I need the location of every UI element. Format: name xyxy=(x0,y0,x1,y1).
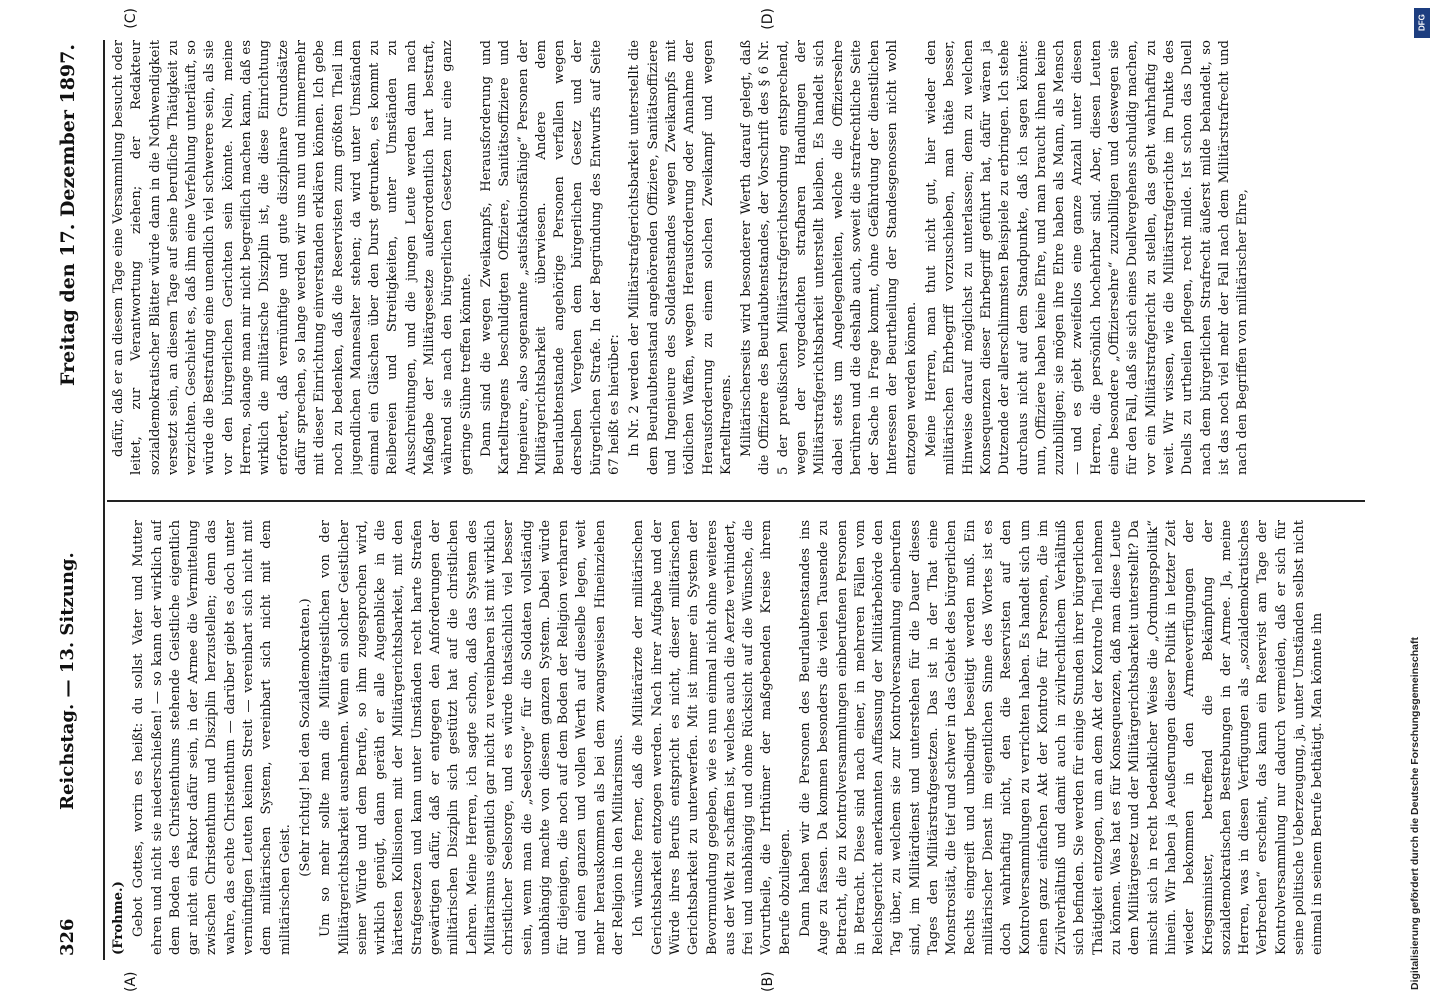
paragraph: Militärischerseits wird besonderer Werth darauf gelegt, daß die Offiziere des Beurlaubtenstandes, der Vorschrift des § 6 Nr. 5 der preußischen Militärstrafgerichtsordnung entsprechend, wegen der vorgedachten strafbaren Handlungen der Militärstrafgerichtsbarkeit unterstellt bleiben. Es handelt sich dabei stets um Angelegenheiten, welche die Offiziersehre berühren und die deshalb auch, soweit die strafrechtliche Seite der Sache in Frage kommt, ohne Gefährdung der dienstlichen Interessen der Beurtheilung der Standesgenossen nicht wohl entzogen werden können. xyxy=(739,40,919,475)
paragraph: In Nr. 2 werden der Militärstrafgerichtsbarkeit unterstellt die dem Beurlaubtenstand angehörenden Offiziere, Sanitätsoffiziere und Ingenieure des Soldatenstandes wegen Zweikampfs mit tödlichen Waffen, wegen Herausforderung oder Annahme der Herausforderung zu einem solchen Zweikampf und wegen Kartelltragens. xyxy=(627,40,734,475)
paragraph: Um so mehr sollte man die Militärgeistlichen von der Militärgerichtsbarkeit ausnehmen. Wenn ein solcher Geistlicher seiner Würde und dem Berufe, so ihm zugesprochen wird, wirklich genügt, dann geräth er alle Augenblicke in die härtesten Kollisionen mit der Militärgerichtsbarkeit, mit den Strafgesetzen und kann unter Umständen recht harte Strafen gewärtigen dafür, daß er entgegen den Anforderungen der militärischen Disziplin sich gestützt hat auf die christlichen Lehren. Meine Herren, ich sagte schon, daß das System des Militarismus eigentlich gar nicht zu vereinbaren ist mit wirklich christlicher Seelsorge, und es würde thatsächlich viel besser sein, wenn man die „Seelsorge“ für die Soldaten vollständig unabhängig machte von diesem ganzen System. Dabei würde für diejenigen, die noch auf dem Boden der Religion verharren und einen ganzen und vollen Werth auf dieselbe legen, weit mehr herauskommen als bei dem zwangsweisen Hineinziehen der Religion in den Militarismus. xyxy=(318,520,627,955)
page-number: 326 xyxy=(57,918,78,956)
header-rule xyxy=(103,40,105,960)
margin-letter-a: (A) xyxy=(123,971,139,992)
paragraph: Dann haben wir die Personen des Beurlaubtenstandes ins Auge zu fassen. Da kommen besonders die vielen Tausende zu Betracht, die zu Kontrolversammlungen einberufenen Personen in Betracht. Diese sind nach einer, in mehreren Fällen vom Reichsgericht anerkannten Auffassung der Militärbehörde den Tag über, zu welchem sie zur Kontrolversammlung einberufen sind, im Militärdienst und unterstehen für die Dauer dieses Tages den Militärstrafgesetzen. Das ist in der That eine Monstrosität, die tief und schwer in das Gebiet des bürgerlichen Rechts eingreift und unbedingt beseitigt werden muß. Ein militärischer Dienst im eigentlichen Sinne des Wortes ist es doch wahrhaftig nicht, den die Reservisten auf den Kontrolversammlungen zu verrichten haben. Es handelt sich um einen ganz einfachen Akt der Kontrole für Personen, die im Zivilverhältniß und damit auch in zivilrechtlichem Verhältniß sich befinden. Sie werden für einige Stunden ihrer bürgerlichen Thätigkeit entzogen, um an dem Akt der Kontrole Theil nehmen zu können. Was hat es für Konsequenzen, daß man diese Leute dem Militärgesetz und der Militärgerichtsbarkeit unterstellt? Da mischt sich in recht bedenklicher Weise die „Ordnungspolitik“ hinein. Wir haben ja Aeußerungen dieser Politik in letzter Zeit wieder bekommen in den Armeeverfügungen der Kriegsminister, betreffend die Bekämpfung der sozialdemokratischen Bestrebungen in der Armee. Ja, meine Herren, was in diesen Verfügungen als „sozialdemokratisches Verbrechen“ erscheint, das kann ein Reservist am Tage der Kontrolversammlung nur dadurch vermeiden, daß er sich für seine politische Ueberzeugung, ja, unter Umständen selbst nicht einmal in seinem Berufe bethätigt. Man könnte ihn xyxy=(797,520,1326,955)
paragraph: Dann sind die wegen Zweikampfs, Herausforderung und Kartelltragens beschuldigten Offiziere, Sanitätsoffiziere und Ingenieure, also sogenannte „satisfaktionsfähige“ Personen der Militärgerichtsbarkeit überwiesen. Andere dem Beurlaubtenstande angehörige Personen verfallen wegen derselben Vergehen dem bürgerlichen Gesetz und der bürgerlichen Strafe. In der Begründung des Entwurfs auf Seite 67 heißt es hierüber: xyxy=(478,40,623,475)
text-column-left xyxy=(110,520,1360,955)
interjection: (Sehr richtig! bei den Sozialdemokraten.) xyxy=(297,598,313,877)
paragraph: Meine Herren, man thut nicht gut, hier wieder den militärischen Ehrbegriff vorzuschieben, man thäte besser, Hinweise darauf möglichst zu unterlassen; denn zu welchen Konsequenzen dieser Ehrbegriff geführt hat, dafür wären ja Dutzende der allerschlimmsten Beispiele zu erbringen. Ich stehe durchaus nicht auf dem Standpunkte, daß ich sagen könnte: nun, Offiziere haben keine Ehre, und man braucht ihnen keine zuzubilligen; sie mögen ihre Ehre haben als Mann, als Mensch — und es giebt zweifellos eine ganze Anzahl unter diesen Herren, die persönlich hochehrbar sind. Aber, diesen Leuten eine besondere „Offiziersehre“ zuzubilligen und deswegen sie für den Fall, daß sie sich eines Duellvergehens schuldig machen, vor ein Militärstrafgericht zu stellen, das geht wahrhaftig zu weit. Wir wissen, wie die Militärstrafgerichte im Punkte des Duells zu urtheilen pflegen, recht milde. Ist schon das Duell nach dem bürgerlichen Strafrecht äußerst milde behandelt, so ist das noch viel mehr der Fall nach dem Militärstrafrecht und nach den Begriffen von militärischer Ehre, xyxy=(924,40,1251,475)
paragraph: Ich wünsche ferner, daß die Militärärzte der militärischen Gerichtsbarkeit entzogen werden. Nach ihrer Aufgabe und der Würde ihres Berufs entspricht es nicht, dieser militärischen Gerichtsbarkeit zu unterwerfen. Mit ist immer ein System der Bevormundung gegeben, wie es nun einmal nicht ohne weiteres aus der Welt zu schaffen ist, welches auch die Aerzte verhindert, frei und unabhängig und ohne Rücksicht auf die Wünsche, die Vorurtheile, die Irrthümer der maßgebenden Kreise ihrem Berufe obzuliegen. xyxy=(631,520,793,955)
page-title: Reichstag. — 13. Sitzung. xyxy=(57,552,78,810)
digitization-note: Digitalisierung gefördert durch die Deutsche Forschungsgemeinschaft xyxy=(1409,637,1421,990)
speaker-name: (Frohme.) xyxy=(111,881,126,955)
header-left xyxy=(51,520,91,960)
margin-letter-d: (D) xyxy=(760,8,776,30)
margin-letter-b: (B) xyxy=(760,971,776,992)
dfg-logo: DFG xyxy=(1414,8,1430,38)
session-date: Freitag den 17. Dezember 1897. xyxy=(57,44,79,386)
column-divider xyxy=(107,500,1365,502)
scanned-page xyxy=(15,0,1375,1000)
paragraph: dafür, daß er an diesem Tage eine Versammlung besucht oder leitet, zur Verantwortung ziehen; der Redakteur sozialdemokratischer Blätter würde dann in die Nothwendigkeit versetzt sein, an diesem Tage auf seine berufliche Thätigkeit zu verzichten. Geschieht es, daß ihm eine Verfehlung unterläuft, so würde die Bestrafung eine unendlich viel schwerere sein, als sie vor den bürgerlichen Gerichten sein könnte. Nein, meine Herren, solange man mir nicht begreiflich machen kann, daß es wirklich die militärische Disziplin ist, die diese Einrichtung erfordert, daß vernünftige und gute disziplinare Grundsätze dafür sprechen, so lange werden wir uns nun und nimmermehr mit dieser Einrichtung einverstanden erklären können. Ich gebe noch zu bedenken, daß die Reservisten zum größten Theil im jugendlichen Mannesalter stehen; da wird unter Umständen einmal ein Gläschen über den Durst getrunken, es kommt zu Reibereien und Streitigkeiten, unter Umständen zu Ausschreitungen, und die jungen Leute werden dann nach Maßgabe der Militärgesetze außerordentlich hart bestraft, während sie nach den bürgerlichen Gesetzen nur eine ganz geringe Sühne treffen könnte. xyxy=(111,40,474,475)
header-right xyxy=(51,40,91,480)
paragraph: Gebot Gottes, worin es heißt: du sollst Vater und Mutter ehren und nicht sie niederschießen! — so kann der wirklich auf dem Boden des Christenthums stehende Geistliche eigentlich gar nicht ein Faktor dafür sein, in der Armee die Vermittelung zwischen Christenthum und Disziplin herzustellen; denn das wahre, das echte Christenthum — darüber giebt es doch unter vernünftigen Leuten keinen Streit — vereinbart sich nicht mit dem militärischen System, vereinbart sich nicht mit dem militärischen Geist. xyxy=(131,520,293,955)
margin-letter-c: (C) xyxy=(123,8,139,29)
page-header xyxy=(33,40,103,960)
text-column-right xyxy=(110,40,1360,475)
